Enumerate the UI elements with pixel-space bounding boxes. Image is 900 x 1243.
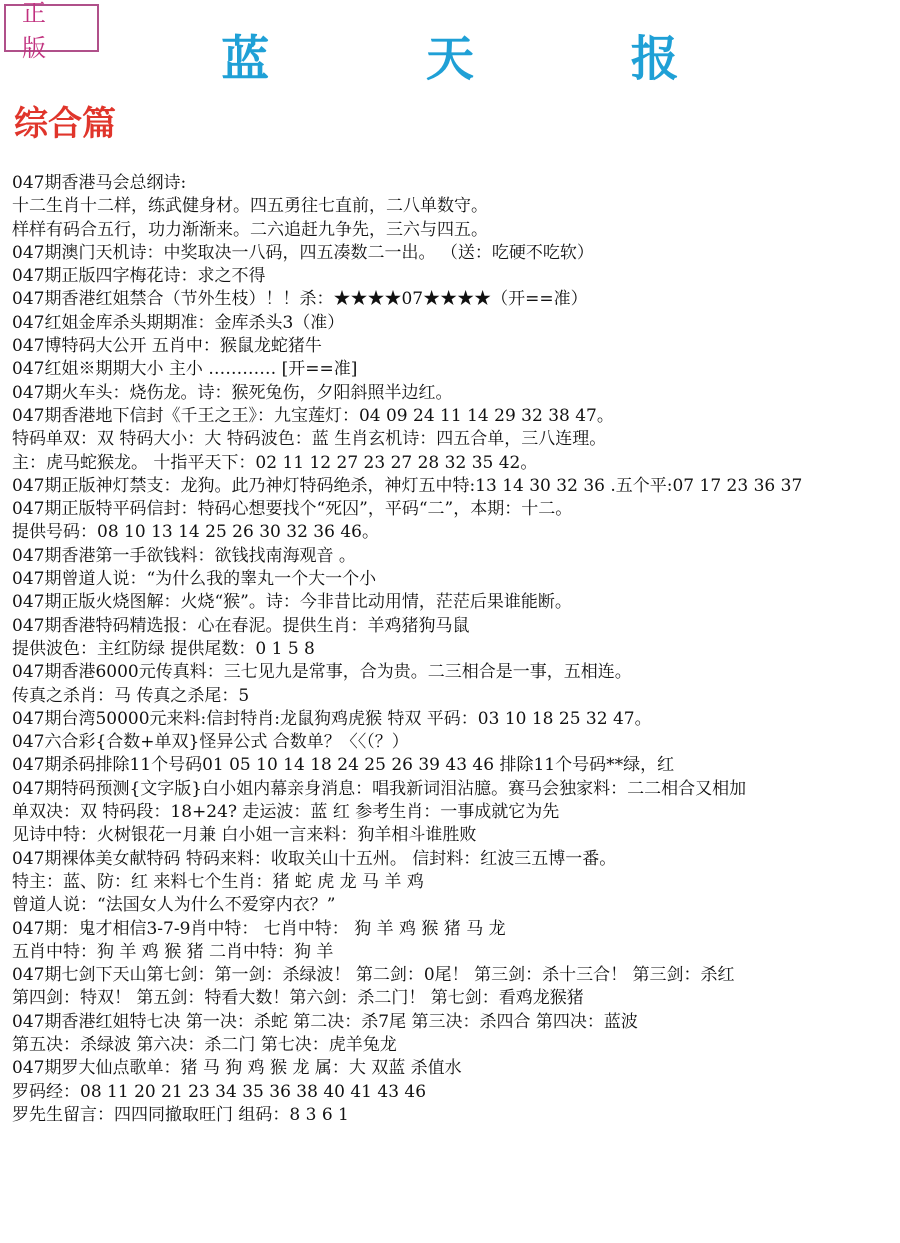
text-line: 提供号码：08 10 13 14 25 26 30 32 36 46。 — [12, 522, 379, 543]
text-line: 十二生肖十二样，练武健身材。四五勇往七直前，二八单数守。 — [12, 196, 488, 217]
text-line: 047期杀码排除11个号码01 05 10 14 18 24 25 26 39 43 46 排除11个号码**绿，红 — [12, 755, 675, 776]
text-line: 047期香港红姐禁合（节外生枝）！！杀：★★★★07★★★★（开==准） — [12, 289, 588, 310]
text-line: 047期澳门天机诗：中奖取决一八码，四五凑数二一出。 （送：吃硬不吃软） — [12, 242, 594, 263]
text-line: 见诗中特：火树银花一月兼 白小姐一言来料：狗羊相斗谁胜败 — [12, 825, 477, 846]
text-line: 罗先生留言：四四同撤取旺门 组码：8 3 6 1 — [12, 1104, 349, 1125]
text-line: 047博特码大公开 五肖中：猴鼠龙蛇猪牛 — [12, 336, 322, 357]
text-line: 047红姐金库杀头期期准：金库杀头3（准） — [12, 312, 345, 333]
text-line: 047期裸体美女献特码 特码来料：收取关山十五州。 信封料：红波三五博一番。 — [12, 848, 617, 869]
text-line: 047期正版特平码信封：特码心想要找个“死囚”，平码“二”，本期：十二。 — [12, 499, 573, 520]
text-line: 047期正版四字梅花诗：求之不得 — [12, 266, 266, 287]
article-body — [12, 172, 898, 1127]
text-line: 五肖中特：狗 羊 鸡 猴 猪 二肖中特：狗 羊 — [12, 941, 334, 962]
text-line: 047红姐※期期大小 主小 ………… [开==准] — [12, 359, 358, 380]
text-line: 传真之杀肖：马 传真之杀尾：5 — [12, 685, 250, 706]
text-line: 047期香港马会总纲诗: — [12, 173, 187, 193]
page-title: 蓝 天 报 — [221, 31, 749, 87]
text-line: 047期曾道人说：“为什么我的睾丸一个大一个小 — [12, 569, 377, 590]
text-line: 047期特码预测{文字版}白小姐内幕亲身消息：唱我新词泪沾臆。赛马会独家料：二二相合又相加 — [12, 778, 747, 799]
section-title: 综合篇 — [14, 104, 116, 144]
text-line: 047期香港6000元传真料：三七见九是常事，合为贵。二三相合是一事，五相连。 — [12, 662, 632, 683]
text-line: 047期台湾50000元来料:信封特肖:龙鼠狗鸡虎猴 特双 平码：03 10 18 25 32 47。 — [12, 708, 652, 729]
text-line: 主：虎马蛇猴龙。 十指平天下：02 11 12 27 23 27 28 32 35 42。 — [12, 452, 538, 473]
text-line: 第四剑：特双！ 第五剑：特看大数！第六剑：杀二门！ 第七剑：看鸡龙猴猪 — [12, 988, 584, 1009]
text-line: 047期七剑下天山第七剑：第一剑：杀绿波！ 第二剑：0尾！ 第三剑：杀十三合！ 第三剑：杀红 — [12, 965, 735, 986]
text-line: 单双决：双 特码段：18+24? 走运波：蓝 红 参考生肖：一事成就它为先 — [12, 802, 560, 823]
text-line: 特主：蓝、防：红 来料七个生肖：猪 蛇 虎 龙 马 羊 鸡 — [12, 871, 424, 892]
text-line: 样样有码合五行，功力渐渐来。二六追赶九争先，三六与四五。 — [12, 219, 488, 240]
text-line: 特码单双：双 特码大小：大 特码波色：蓝 生肖玄机诗：四五合单，三八连理。 — [12, 429, 607, 450]
text-line: 047期香港地下信封《千王之王》：九宝莲灯：04 09 24 11 14 29 32 38 47。 — [12, 405, 614, 426]
text-line: 第五决：杀绿波 第六决：杀二门 第七决：虎羊兔龙 — [12, 1034, 397, 1055]
text-line: 047期火车头：烧伤龙。诗：猴死兔伤，夕阳斜照半边红。 — [12, 382, 453, 403]
edition-stamp: 正 版 — [4, 4, 99, 52]
text-line: 047期香港特码精选报：心在春泥。提供生肖：羊鸡猪狗马鼠 — [12, 615, 470, 636]
text-line: 提供波色：主红防绿 提供尾数：0 1 5 8 — [12, 638, 315, 659]
text-line: 047期罗大仙点歌单：猪 马 狗 鸡 猴 龙 属：大 双蓝 杀值水 — [12, 1058, 462, 1079]
text-line: 047期：鬼才相信3-7-9肖中特： 七肖中特： 狗 羊 鸡 猴 猪 马 龙 — [12, 918, 506, 939]
text-line: 047期正版神灯禁支：龙狗。此乃神灯特码绝杀，神灯五中特:13 14 30 32 36 .五个平:07 17 23 36 37 — [12, 475, 803, 496]
text-line: 047期正版火烧图解：火烧“猴”。诗：今非昔比动用情，茫茫后果谁能断。 — [12, 592, 572, 613]
text-line: 曾道人说：“法国女人为什么不爱穿内衣？” — [12, 895, 336, 916]
text-line: 047六合彩{合数+单双}怪异公式 合数单？〈〈（？） — [12, 732, 409, 753]
text-line: 罗码经：08 11 20 21 23 34 35 36 38 40 41 43 46 — [12, 1081, 427, 1102]
text-line: 047期香港红姐特七决 第一决：杀蛇 第二决：杀7尾 第三决：杀四合 第四决：蓝波 — [12, 1011, 638, 1032]
text-line: 047期香港第一手欲钱料：欲钱找南海观音 。 — [12, 545, 356, 566]
